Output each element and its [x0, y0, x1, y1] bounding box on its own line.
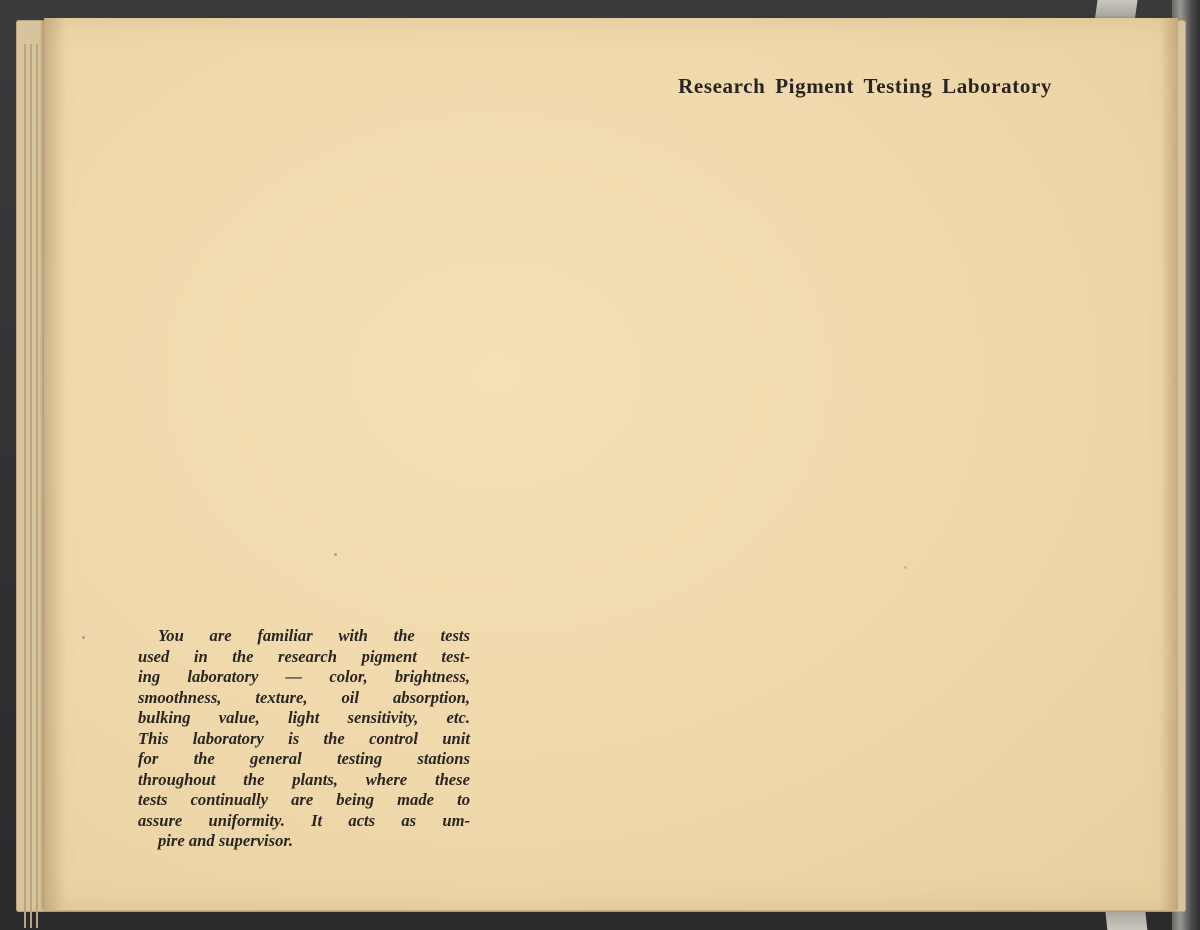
paper-speck [904, 566, 907, 569]
book-page [44, 18, 1178, 910]
page-title: Research Pigment Testing Laboratory [678, 74, 1052, 98]
caption-line: for the general testing stations [138, 749, 470, 768]
page-edge-line [30, 44, 32, 928]
page-edge-line [24, 44, 26, 928]
caption-line: bulking value, light sensitivity, etc. [138, 708, 470, 727]
gutter-shadow [44, 18, 66, 910]
paper-speck [82, 636, 85, 639]
caption-line: tests continually are being made to [138, 790, 470, 809]
caption-paragraph [138, 626, 470, 852]
caption-line: pire and supervisor. [158, 831, 294, 850]
paper-speck [334, 553, 337, 556]
page-edge-line [36, 44, 38, 928]
caption-line: ing laboratory — color, brightness, [138, 667, 470, 686]
page-edge-shadow [1160, 18, 1178, 910]
caption-line: You are familiar with the tests [158, 626, 470, 645]
caption-line: throughout the plants, where these [138, 769, 470, 789]
caption-line: smoothness, texture, oil absorption, [138, 687, 470, 707]
caption-line: used in the research pigment test- [138, 646, 470, 666]
caption-line: assure uniformity. It acts as um- [138, 810, 470, 830]
caption-line: This laboratory is the control unit [138, 728, 470, 748]
